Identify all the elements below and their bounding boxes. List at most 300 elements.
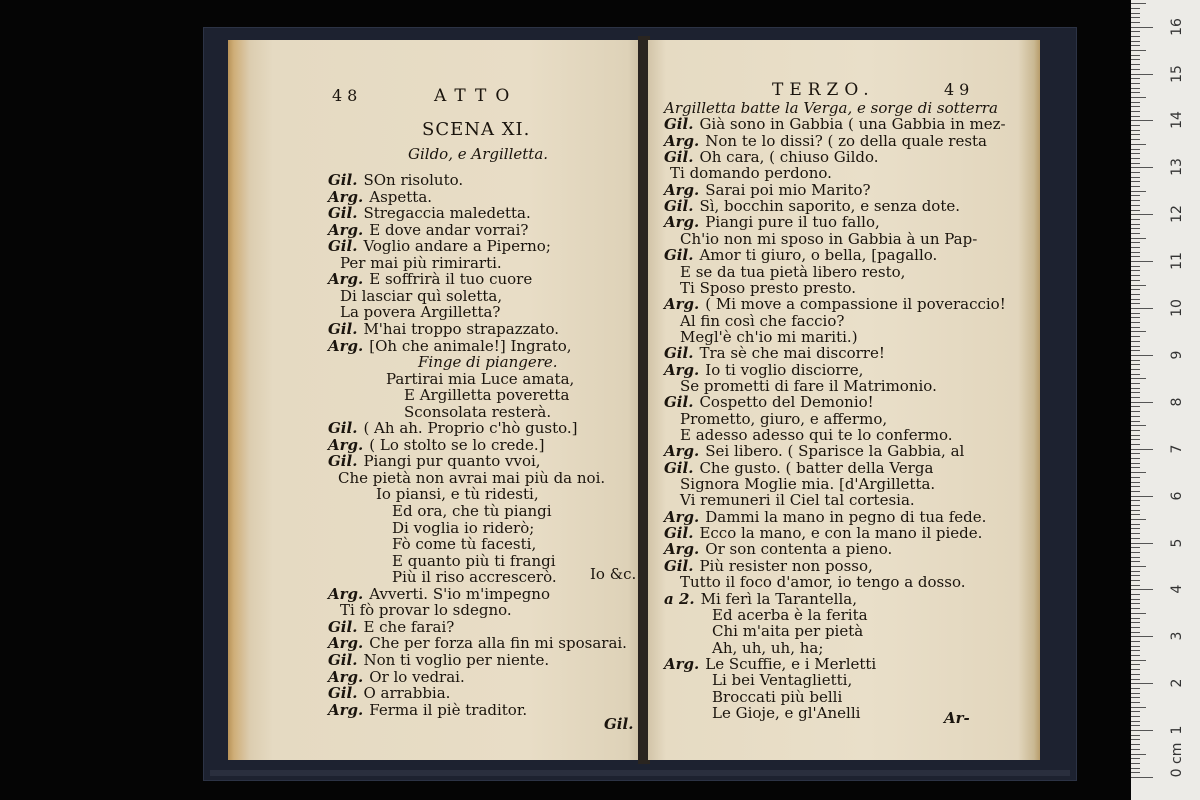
line-text: Sì, bocchin saporito, e senza dote. xyxy=(699,197,961,216)
ruler-tick xyxy=(1131,163,1140,164)
ruler-tick xyxy=(1131,31,1140,32)
ruler-tick xyxy=(1131,233,1140,234)
page-number: 48 xyxy=(332,86,363,105)
text-line xyxy=(680,329,858,345)
ruler-tick xyxy=(1131,125,1140,126)
ruler-tick xyxy=(1131,74,1153,75)
ruler-tick xyxy=(1131,683,1153,684)
catchword: Ar- xyxy=(944,709,970,727)
text-line xyxy=(664,198,960,214)
ruler-tick xyxy=(1131,224,1140,225)
left-page xyxy=(228,40,640,760)
line-text: Che pietà non avrai mai più da noi. xyxy=(338,468,606,487)
line-text: E quanto più ti frangi xyxy=(392,551,556,570)
line-text: Chi m'aita per pietà xyxy=(712,622,864,641)
speaker-label: Gil. xyxy=(664,197,694,216)
ruler-tick xyxy=(1131,22,1140,23)
ruler-tick xyxy=(1131,467,1140,468)
text-line xyxy=(664,558,873,574)
ruler-tick xyxy=(1131,725,1140,726)
text-line xyxy=(328,669,465,685)
text-line xyxy=(664,149,879,165)
line-text: Ti fò provar lo sdegno. xyxy=(340,601,512,620)
text-line xyxy=(376,486,539,502)
ruler-number: 10 xyxy=(1169,299,1185,317)
line-text: Fò come tù facesti, xyxy=(392,535,537,554)
ruler-tick xyxy=(1131,552,1140,553)
ruler-number: 15 xyxy=(1169,64,1185,83)
text-line xyxy=(328,338,572,354)
ruler-tick xyxy=(1131,439,1140,440)
text-line xyxy=(338,470,605,486)
text-line xyxy=(328,619,454,635)
measuring-ruler xyxy=(1131,0,1200,800)
ruler-tick xyxy=(1131,679,1140,680)
text-line xyxy=(328,453,541,469)
line-text: Ferma il piè traditor. xyxy=(369,700,528,719)
line-text: Partirai mia Luce amata, xyxy=(386,369,575,388)
ruler-tick xyxy=(1131,585,1140,586)
line-text: Sei libero. ( Sparisce la Gabbia, al xyxy=(705,442,965,461)
text-line xyxy=(328,321,559,337)
line-text: Stregaccia maledetta. xyxy=(363,204,531,223)
text-line xyxy=(664,591,857,607)
line-text: Piangi pure il tuo fallo, xyxy=(705,213,880,232)
ruler-tick xyxy=(1131,693,1140,694)
speaker-label: Gil. xyxy=(328,237,358,256)
ruler-tick xyxy=(1131,350,1140,351)
page-number: 49 xyxy=(944,80,975,99)
text-line xyxy=(664,345,885,361)
ruler-tick xyxy=(1131,524,1140,525)
text-line xyxy=(328,437,545,453)
ruler-tick xyxy=(1131,754,1146,755)
text-line xyxy=(664,525,982,541)
text-line xyxy=(392,520,534,536)
text-line xyxy=(664,394,874,410)
side-note: Io &c. xyxy=(590,565,637,583)
speaker-label: Arg. xyxy=(328,700,364,719)
ruler-number: 8 xyxy=(1169,397,1185,407)
text-line xyxy=(712,672,852,688)
text-line xyxy=(328,271,532,287)
ruler-tick xyxy=(1131,252,1140,253)
text-line xyxy=(328,586,550,602)
ruler-tick xyxy=(1131,3,1146,4)
ruler-number: 0 cm xyxy=(1169,742,1185,778)
ruler-tick xyxy=(1131,421,1140,422)
ruler-tick xyxy=(1131,486,1140,487)
line-text: Io piansi, e tù ridesti, xyxy=(376,485,539,504)
ruler-tick xyxy=(1131,36,1140,37)
ruler-tick xyxy=(1131,336,1140,337)
line-text: Ah, uh, uh, ha; xyxy=(712,638,824,657)
ruler-tick xyxy=(1131,327,1140,328)
ruler-number: 3 xyxy=(1169,631,1185,641)
text-line xyxy=(664,541,892,557)
ruler-tick xyxy=(1131,322,1140,323)
text-line xyxy=(664,247,937,263)
line-text: Aspetta. xyxy=(369,187,433,206)
text-line xyxy=(340,602,512,618)
ruler-tick xyxy=(1131,514,1140,515)
ruler-tick xyxy=(1131,303,1140,304)
ruler-tick xyxy=(1131,378,1146,379)
ruler-tick xyxy=(1131,242,1140,243)
text-line xyxy=(340,304,500,320)
ruler-number: 14 xyxy=(1169,111,1185,130)
ruler-tick xyxy=(1131,749,1140,750)
speaker-label: Arg. xyxy=(664,213,700,232)
ruler-tick xyxy=(1131,702,1140,703)
ruler-tick xyxy=(1131,364,1140,365)
ruler-tick xyxy=(1131,669,1140,670)
line-text: Più il riso accrescerò. xyxy=(392,568,557,587)
speaker-label: Arg. xyxy=(328,584,364,603)
line-text: Sconsolata resterà. xyxy=(404,402,552,421)
ruler-tick xyxy=(1131,186,1140,187)
speaker-label: Arg. xyxy=(328,435,364,454)
line-text: Più resister non posso, xyxy=(699,556,873,575)
line-text: Or son contenta a pieno. xyxy=(705,540,893,559)
line-text: Tutto il foco d'amor, io tengo a dosso. xyxy=(680,573,966,592)
speaker-label: Gil. xyxy=(328,419,358,438)
speaker-label: Gil. xyxy=(664,458,694,477)
text-line xyxy=(712,640,823,656)
text-line xyxy=(392,553,556,569)
text-line xyxy=(404,404,551,420)
speaker-label: Gil. xyxy=(664,115,694,134)
text-line xyxy=(664,116,1006,132)
line-text: Di lasciar quì soletta, xyxy=(340,286,503,305)
ruler-tick xyxy=(1131,758,1140,759)
ruler-tick xyxy=(1131,730,1153,731)
ruler-tick xyxy=(1131,538,1140,539)
ruler-tick xyxy=(1131,149,1140,150)
speaker-label: Gil. xyxy=(664,556,694,575)
line-text: Prometto, giuro, e affermo, xyxy=(680,409,888,428)
line-text: E adesso adesso qui te lo confermo. xyxy=(680,426,953,444)
text-line xyxy=(328,635,627,651)
ruler-tick xyxy=(1131,341,1140,342)
text-line xyxy=(664,509,986,525)
ruler-tick xyxy=(1131,453,1140,454)
ruler-tick xyxy=(1131,181,1140,182)
text-line xyxy=(670,165,832,181)
text-line xyxy=(328,420,577,436)
ruler-tick xyxy=(1131,397,1140,398)
text-line xyxy=(664,182,871,198)
ruler-tick xyxy=(1131,59,1140,60)
ruler-tick xyxy=(1131,120,1153,121)
ruler-tick xyxy=(1131,505,1140,506)
speaker-label: Arg. xyxy=(328,220,364,239)
text-line xyxy=(418,354,558,370)
text-line xyxy=(680,264,905,280)
ruler-tick xyxy=(1131,697,1140,698)
ruler-tick xyxy=(1131,228,1140,229)
ruler-tick xyxy=(1131,134,1140,135)
ruler-tick xyxy=(1131,13,1140,14)
ruler-tick xyxy=(1131,388,1140,389)
ruler-tick xyxy=(1131,739,1140,740)
ruler-tick xyxy=(1131,444,1140,445)
cover-edge xyxy=(210,770,1070,776)
ruler-tick xyxy=(1131,280,1140,281)
ruler-tick xyxy=(1131,195,1140,196)
line-text: Che gusto. ( batter della Verga xyxy=(699,458,934,477)
ruler-tick xyxy=(1131,716,1140,717)
line-text: Argilletta batte la Verga, e sorge di sotterra xyxy=(664,99,998,117)
ruler-tick xyxy=(1131,458,1140,459)
ruler-tick xyxy=(1131,97,1146,98)
ruler-number: 1 xyxy=(1169,725,1185,735)
ruler-tick xyxy=(1131,482,1140,483)
ruler-tick xyxy=(1131,655,1140,656)
line-text: Avverti. S'io m'impegno xyxy=(369,584,550,603)
line-text: E se da tua pietà libero resto, xyxy=(680,262,906,281)
ruler-tick xyxy=(1131,45,1140,46)
speaker-label: Gil. xyxy=(328,617,358,636)
text-line xyxy=(664,214,880,230)
text-line xyxy=(664,100,998,116)
ruler-tick xyxy=(1131,599,1140,600)
ruler-tick xyxy=(1131,55,1140,56)
speaker-label: Arg. xyxy=(664,360,700,379)
ruler-tick xyxy=(1131,496,1153,497)
ruler-tick xyxy=(1131,557,1140,558)
speaker-label: a 2. xyxy=(664,589,695,608)
ruler-tick xyxy=(1131,636,1153,637)
line-text: [Oh che animale!] Ingrato, xyxy=(369,336,572,355)
ruler-tick xyxy=(1131,88,1140,89)
scene-title: SCENA XI. xyxy=(422,119,531,140)
text-line xyxy=(680,313,844,329)
line-text: Finge di piangere. xyxy=(418,353,558,372)
speaker-label: Arg. xyxy=(328,667,364,686)
ruler-tick xyxy=(1131,500,1140,501)
ruler-tick xyxy=(1131,688,1140,689)
ruler-tick xyxy=(1131,256,1140,257)
ruler-tick xyxy=(1131,299,1140,300)
ruler-tick xyxy=(1131,566,1146,567)
ruler-tick xyxy=(1131,308,1153,309)
ruler-tick xyxy=(1131,777,1153,778)
text-line xyxy=(392,536,536,552)
line-text: ( Mi move a compassione il poveraccio! xyxy=(705,295,1006,314)
text-line xyxy=(328,685,450,701)
running-head: TERZO. xyxy=(772,80,875,100)
ruler-tick xyxy=(1131,275,1140,276)
text-line xyxy=(340,255,502,271)
ruler-tick xyxy=(1131,17,1140,18)
ruler-tick xyxy=(1131,613,1146,614)
ruler-number: 9 xyxy=(1169,350,1185,360)
ruler-tick xyxy=(1131,711,1140,712)
ruler-number: 12 xyxy=(1169,205,1185,224)
ruler-tick xyxy=(1131,406,1140,407)
speaker-label: Arg. xyxy=(328,270,364,289)
text-line xyxy=(680,378,937,394)
ruler-tick xyxy=(1131,266,1140,267)
ruler-tick xyxy=(1131,449,1153,450)
ruler-tick xyxy=(1131,772,1140,773)
ruler-tick xyxy=(1131,238,1146,239)
catchword: Gil. xyxy=(604,715,634,733)
text-line xyxy=(680,231,977,247)
ruler-tick xyxy=(1131,411,1140,412)
text-line xyxy=(664,362,863,378)
ruler-tick xyxy=(1131,622,1140,623)
text-line xyxy=(328,238,551,254)
ruler-number: 4 xyxy=(1169,584,1185,594)
ruler-tick xyxy=(1131,543,1153,544)
line-text: Ti domando perdono. xyxy=(670,164,832,183)
ruler-tick xyxy=(1131,589,1153,590)
speaker-label: Arg. xyxy=(664,131,700,150)
text-line xyxy=(340,288,502,304)
line-text: Ed ora, che tù piangi xyxy=(392,502,552,520)
ruler-tick xyxy=(1131,210,1140,211)
line-text: Oh cara, ( chiuso Gildo. xyxy=(699,148,879,167)
text-line xyxy=(680,476,935,492)
ruler-tick xyxy=(1131,270,1140,271)
ruler-tick xyxy=(1131,294,1140,295)
speaker-label: Arg. xyxy=(328,187,364,206)
line-text: SOn risoluto. xyxy=(363,171,464,189)
line-text: Or lo vedrai. xyxy=(369,667,465,686)
ruler-tick xyxy=(1131,191,1146,192)
ruler-tick xyxy=(1131,317,1140,318)
ruler-tick xyxy=(1131,392,1140,393)
speaker-label: Arg. xyxy=(664,654,700,673)
ruler-tick xyxy=(1131,139,1140,140)
line-text: Vi remuneri il Ciel tal cortesia. xyxy=(680,491,915,510)
line-text: Megl'è ch'io mi mariti.) xyxy=(680,327,858,346)
line-text: O arrabbia. xyxy=(363,684,451,703)
ruler-tick xyxy=(1131,219,1140,220)
text-line xyxy=(712,607,868,623)
ruler-tick xyxy=(1131,768,1140,769)
text-line xyxy=(328,652,549,668)
line-text: Piangi pur quanto vvoi, xyxy=(363,452,541,471)
ruler-tick xyxy=(1131,533,1140,534)
line-text: La povera Argilletta? xyxy=(340,303,501,322)
ruler-number: 5 xyxy=(1169,538,1185,547)
speaker-label: Arg. xyxy=(328,634,364,653)
speaker-label: Arg. xyxy=(328,336,364,355)
ruler-tick xyxy=(1131,313,1140,314)
ruler-tick xyxy=(1131,472,1146,473)
speaker-label: Gil. xyxy=(328,319,358,338)
ruler-tick xyxy=(1131,580,1140,581)
line-text: ( Ah ah. Proprio c'hò gusto.] xyxy=(363,419,578,438)
ruler-tick xyxy=(1131,64,1140,65)
text-line xyxy=(404,387,569,403)
line-text: Non te lo dissi? ( zo della quale resta xyxy=(705,131,987,150)
speaker-label: Gil. xyxy=(328,650,358,669)
line-text: Broccati più belli xyxy=(712,687,843,706)
line-text: Ti Sposo presto presto. xyxy=(680,278,857,297)
ruler-tick xyxy=(1131,153,1140,154)
line-text: E soffrirà il tuo cuore xyxy=(369,270,533,289)
speaker-label: Arg. xyxy=(664,507,700,526)
line-text: Dammi la mano in pegno di tua fede. xyxy=(705,507,987,526)
ruler-tick xyxy=(1131,374,1140,375)
ruler-tick xyxy=(1131,167,1153,168)
line-text: Tra sè che mai discorre! xyxy=(699,344,885,363)
text-line xyxy=(712,623,863,639)
text-line xyxy=(664,443,964,459)
line-text: Voglio andare a Piperno; xyxy=(363,237,551,256)
line-text: ( Lo stolto se lo crede.] xyxy=(369,435,545,454)
right-page xyxy=(648,40,1040,760)
line-text: M'hai troppo strapazzato. xyxy=(363,319,560,338)
ruler-tick xyxy=(1131,177,1140,178)
ruler-tick xyxy=(1131,603,1140,604)
line-text: Per mai più rimirarti. xyxy=(340,253,502,272)
speaker-label: Arg. xyxy=(664,442,700,461)
ruler-tick xyxy=(1131,116,1140,117)
ruler-tick xyxy=(1131,214,1153,215)
ruler-tick xyxy=(1131,660,1146,661)
ruler-number: 16 xyxy=(1169,17,1185,36)
text-line xyxy=(664,656,876,672)
speaker-label: Arg. xyxy=(664,540,700,559)
speaker-label: Gil. xyxy=(664,393,694,412)
speaker-label: Gil. xyxy=(664,524,694,543)
speaker-label: Gil. xyxy=(328,171,358,189)
line-text: Che per forza alla fin mi sposarai. xyxy=(369,634,627,653)
ruler-tick xyxy=(1131,158,1140,159)
text-line xyxy=(712,705,860,721)
line-text: Se prometti di fare il Matrimonio. xyxy=(680,376,937,395)
line-text: Di voglia io riderò; xyxy=(392,518,535,537)
ruler-tick xyxy=(1131,346,1140,347)
ruler-tick xyxy=(1131,83,1140,84)
text-line xyxy=(680,492,915,508)
speaker-label: Gil. xyxy=(664,246,694,265)
ruler-tick xyxy=(1131,247,1140,248)
ruler-tick xyxy=(1131,285,1146,286)
text-line xyxy=(392,569,557,585)
ruler-tick xyxy=(1131,641,1140,642)
ruler-tick xyxy=(1131,510,1140,511)
ruler-tick xyxy=(1131,664,1140,665)
ruler-tick xyxy=(1131,632,1140,633)
text-line xyxy=(680,411,887,427)
ruler-tick xyxy=(1131,435,1140,436)
line-text: Non ti voglio per niente. xyxy=(363,650,550,669)
speaker-label: Arg. xyxy=(664,180,700,199)
ruler-tick xyxy=(1131,608,1140,609)
running-head: ATTO xyxy=(434,86,519,106)
line-text: Già sono in Gabbia ( una Gabbia in mez- xyxy=(699,115,1006,134)
text-line xyxy=(680,574,965,590)
line-text: E dove andar vorrai? xyxy=(369,220,529,239)
speaker-label: Gil. xyxy=(328,452,358,471)
ruler-tick xyxy=(1131,331,1146,332)
ruler-tick xyxy=(1131,463,1140,464)
ruler-tick xyxy=(1131,383,1140,384)
ruler-tick xyxy=(1131,261,1153,262)
ruler-tick xyxy=(1131,369,1140,370)
speaker-label: Gil. xyxy=(664,148,694,167)
ruler-tick xyxy=(1131,571,1140,572)
ruler-tick xyxy=(1131,721,1140,722)
text-line xyxy=(328,205,531,221)
line-text: E che farai? xyxy=(363,617,455,636)
